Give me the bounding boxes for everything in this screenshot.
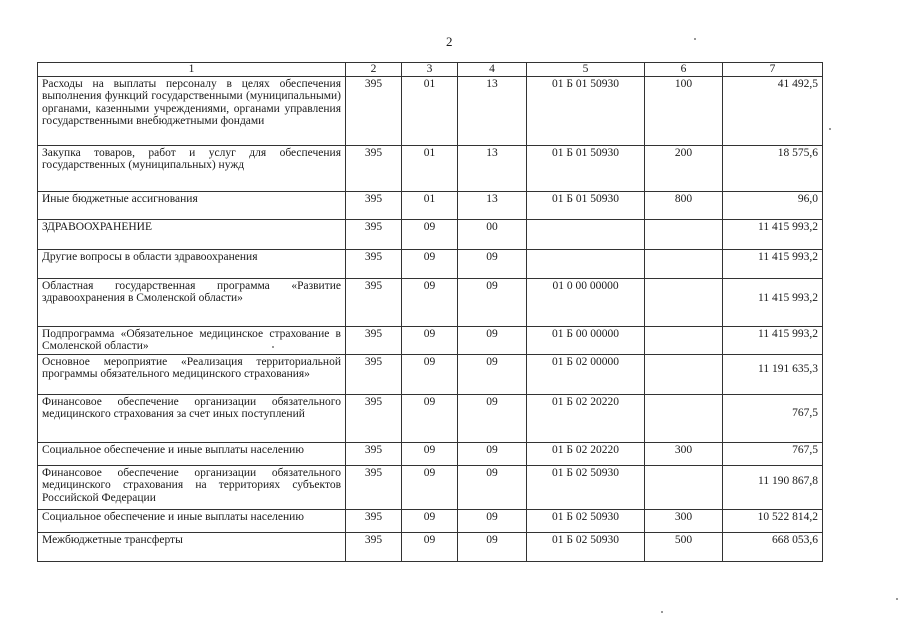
row-code-5: [527, 249, 645, 278]
row-code-3: 09: [402, 278, 458, 326]
row-name: Финансовое обеспечение организации обязательного медицинского страхования за счет иных поступлений: [38, 394, 346, 442]
row-code-2: 395: [346, 76, 402, 145]
header-cell: 3: [402, 63, 458, 77]
row-amount: 11 415 993,2: [723, 326, 823, 354]
header-cell: 6: [645, 63, 723, 77]
row-code-4: 09: [458, 442, 527, 465]
row-code-6: [645, 465, 723, 509]
row-amount: 11 415 993,2: [723, 278, 823, 326]
row-code-6: 800: [645, 191, 723, 219]
row-name: Основное мероприятие «Реализация территориальной программы обязательного медицинского страхования»: [38, 354, 346, 394]
header-cell: 7: [723, 63, 823, 77]
row-code-2: 395: [346, 465, 402, 509]
row-code-4: 09: [458, 509, 527, 532]
table-row: [38, 219, 823, 249]
row-name: Социальное обеспечение и иные выплаты населению: [38, 509, 346, 532]
budget-table: [37, 62, 823, 562]
row-code-3: 09: [402, 465, 458, 509]
row-code-2: 395: [346, 532, 402, 561]
row-code-4: 09: [458, 532, 527, 561]
row-code-5: 01 Б 02 20220: [527, 394, 645, 442]
row-name: Финансовое обеспечение организации обязательного медицинского страхования на территориях субъектов Российской Федерации: [38, 465, 346, 509]
row-code-2: 395: [346, 191, 402, 219]
table-row: [38, 442, 823, 465]
header-cell: 2: [346, 63, 402, 77]
row-code-5: 01 Б 02 20220: [527, 442, 645, 465]
row-code-3: 01: [402, 76, 458, 145]
table-row: [38, 532, 823, 561]
row-name: Социальное обеспечение и иные выплаты населению: [38, 442, 346, 465]
row-code-6: [645, 219, 723, 249]
table-row: [38, 145, 823, 191]
row-code-5: 01 Б 02 50930: [527, 465, 645, 509]
row-code-3: 09: [402, 219, 458, 249]
row-code-5: 01 Б 00 00000: [527, 326, 645, 354]
row-name: Иные бюджетные ассигнования: [38, 191, 346, 219]
row-code-3: 09: [402, 532, 458, 561]
row-code-5: 01 Б 02 50930: [527, 509, 645, 532]
row-code-2: 395: [346, 509, 402, 532]
row-amount: 10 522 814,2: [723, 509, 823, 532]
table-row: [38, 509, 823, 532]
row-code-3: 09: [402, 442, 458, 465]
row-code-6: [645, 394, 723, 442]
row-code-3: 01: [402, 145, 458, 191]
row-name: Расходы на выплаты персоналу в целях обеспечения выполнения функций государственными (муниципальными) органами, казенными учреждениями, органами управления государственными внебюджетными фондами: [38, 76, 346, 145]
row-name: ЗДРАВООХРАНЕНИЕ: [38, 219, 346, 249]
row-code-4: 09: [458, 394, 527, 442]
row-code-4: 09: [458, 249, 527, 278]
row-code-6: 500: [645, 532, 723, 561]
row-name: Закупка товаров, работ и услуг для обеспечения государственных (муниципальных) нужд: [38, 145, 346, 191]
scan-speck: [272, 346, 274, 348]
row-name: Областная государственная программа «Развитие здравоохранения в Смоленской области»: [38, 278, 346, 326]
table-header-row: [38, 63, 823, 77]
row-code-6: 300: [645, 442, 723, 465]
header-cell: 5: [527, 63, 645, 77]
page-number: 2: [446, 34, 453, 49]
scan-speck: [661, 611, 663, 613]
row-code-5: 01 Б 02 50930: [527, 532, 645, 561]
row-code-6: 100: [645, 76, 723, 145]
row-code-3: 01: [402, 191, 458, 219]
scan-speck: [896, 598, 898, 600]
row-code-3: 09: [402, 394, 458, 442]
row-code-6: 200: [645, 145, 723, 191]
row-amount: 767,5: [723, 394, 823, 442]
row-code-3: 09: [402, 326, 458, 354]
row-code-2: 395: [346, 394, 402, 442]
table-row: [38, 394, 823, 442]
row-code-4: 13: [458, 145, 527, 191]
row-code-4: 09: [458, 278, 527, 326]
row-code-4: 00: [458, 219, 527, 249]
row-amount: 18 575,6: [723, 145, 823, 191]
row-code-2: 395: [346, 145, 402, 191]
row-code-4: 09: [458, 326, 527, 354]
row-amount: 767,5: [723, 442, 823, 465]
row-code-4: 13: [458, 191, 527, 219]
row-name: Межбюджетные трансферты: [38, 532, 346, 561]
row-code-6: [645, 249, 723, 278]
row-name: Другие вопросы в области здравоохранения: [38, 249, 346, 278]
row-code-5: [527, 219, 645, 249]
row-code-4: 09: [458, 465, 527, 509]
row-code-2: 395: [346, 249, 402, 278]
row-code-5: 01 Б 02 00000: [527, 354, 645, 394]
row-code-2: 395: [346, 219, 402, 249]
row-code-6: 300: [645, 509, 723, 532]
row-code-2: 395: [346, 326, 402, 354]
table-row: [38, 278, 823, 326]
row-code-3: 09: [402, 249, 458, 278]
row-amount: 41 492,5: [723, 76, 823, 145]
row-amount: 11 415 993,2: [723, 219, 823, 249]
row-code-3: 09: [402, 509, 458, 532]
row-code-5: 01 Б 01 50930: [527, 76, 645, 145]
row-code-3: 09: [402, 354, 458, 394]
row-code-5: 01 Б 01 50930: [527, 145, 645, 191]
row-amount: 11 191 635,3: [723, 354, 823, 394]
row-amount: 668 053,6: [723, 532, 823, 561]
table-row: [38, 326, 823, 354]
row-code-6: [645, 326, 723, 354]
table-row: [38, 354, 823, 394]
row-amount: 11 415 993,2: [723, 249, 823, 278]
row-code-2: 395: [346, 354, 402, 394]
row-code-5: 01 Б 01 50930: [527, 191, 645, 219]
header-cell: 1: [38, 63, 346, 77]
header-cell: 4: [458, 63, 527, 77]
table-row: [38, 249, 823, 278]
table-row: [38, 465, 823, 509]
row-amount: 11 190 867,8: [723, 465, 823, 509]
row-code-2: 395: [346, 442, 402, 465]
table-row: [38, 76, 823, 145]
row-code-4: 13: [458, 76, 527, 145]
row-code-6: [645, 354, 723, 394]
scan-speck: [694, 38, 696, 40]
row-code-5: 01 0 00 00000: [527, 278, 645, 326]
row-amount: 96,0: [723, 191, 823, 219]
row-code-2: 395: [346, 278, 402, 326]
scan-speck: [829, 128, 831, 130]
row-name: Подпрограмма «Обязательное медицинское страхование в Смоленской области»: [38, 326, 346, 354]
row-code-6: [645, 278, 723, 326]
row-code-4: 09: [458, 354, 527, 394]
table-row: [38, 191, 823, 219]
